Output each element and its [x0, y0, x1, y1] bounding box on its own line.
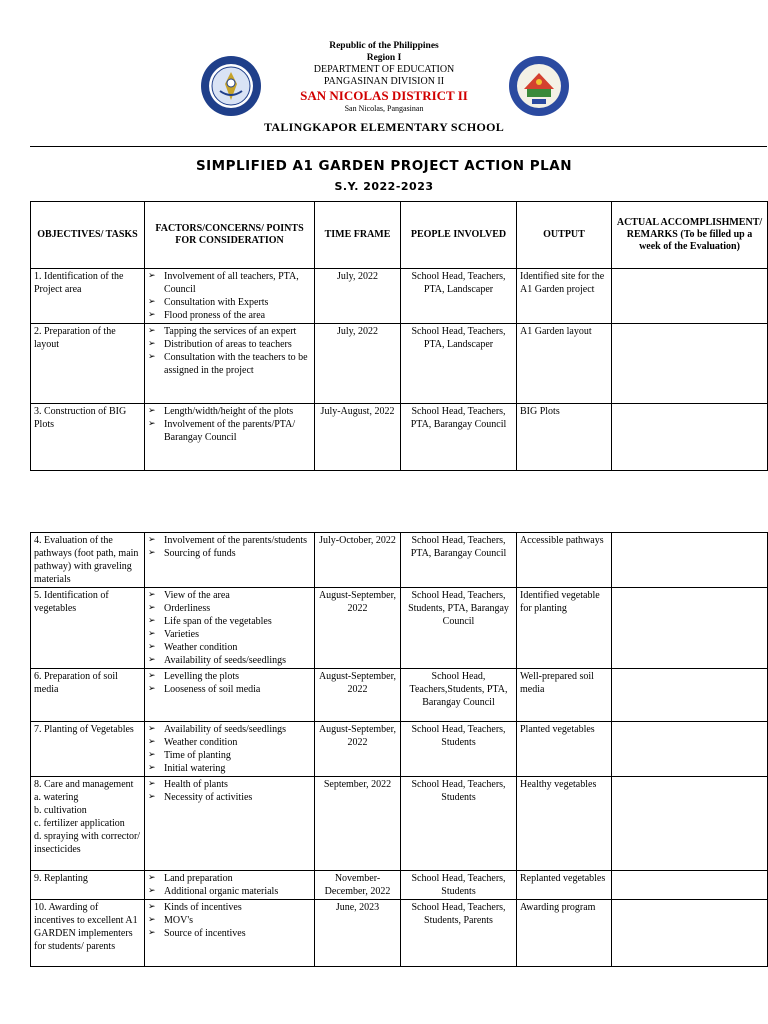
remarks-cell: [612, 533, 768, 588]
factor-item: ➢ Orderliness: [148, 602, 311, 615]
time-frame-cell: July-October, 2022: [315, 533, 401, 588]
factor-item: ➢ Length/width/height of the plots: [148, 405, 311, 418]
remarks-cell: [612, 269, 768, 324]
factor-item: ➢ Health of plants: [148, 778, 311, 791]
factor-item: ➢ Flood proness of the area: [148, 309, 311, 322]
objective-cell: [31, 900, 145, 967]
action-plan-table: [30, 201, 768, 471]
people-involved-cell: School Head, Teachers, PTA, Barangay Council: [401, 404, 517, 471]
factor-item: ➢ Distribution of areas to teachers: [148, 338, 311, 351]
factors-list: [148, 405, 311, 444]
objective-cell: [31, 588, 145, 669]
remarks-cell: [612, 871, 768, 900]
factors-cell: [145, 269, 315, 324]
header-factors: FACTORS/CONCERNS/ POINTS FOR CONSIDERATION: [145, 202, 315, 269]
factors-cell: [145, 777, 315, 871]
factors-cell: [145, 588, 315, 669]
table-row: [31, 777, 768, 871]
output-cell: BIG Plots: [517, 404, 612, 471]
table-row: [31, 722, 768, 777]
address-line: San Nicolas, Pangasinan: [344, 104, 424, 113]
output-cell: Awarding program: [517, 900, 612, 967]
factor-item: ➢ Initial watering: [148, 762, 311, 775]
objective-subtask: a. watering: [34, 792, 79, 803]
division-line: PANGASINAN DIVISION II: [323, 76, 445, 87]
objective-text: 3. Construction of BIG Plots: [34, 406, 127, 430]
department-line: DEPARTMENT OF EDUCATION: [313, 64, 455, 75]
factors-cell: [145, 404, 315, 471]
time-frame-cell: August-September, 2022: [315, 669, 401, 722]
objective-text: 5. Identification of vegetables: [34, 590, 109, 614]
factor-item: ➢ Involvement of the parents/students: [148, 534, 311, 547]
objective-cell: [31, 404, 145, 471]
factors-cell: [145, 669, 315, 722]
factors-list: [148, 723, 311, 775]
factors-cell: [145, 722, 315, 777]
time-frame-cell: July, 2022: [315, 269, 401, 324]
school-year: S.Y. 2022-2023: [334, 180, 434, 193]
factor-item: ➢ Availability of seeds/seedlings: [148, 723, 311, 736]
time-frame-cell: August-September, 2022: [315, 722, 401, 777]
remarks-cell: [612, 777, 768, 871]
factor-item: ➢ Varieties: [148, 628, 311, 641]
objective-text: 4. Evaluation of the pathways (foot path, main pathway) with graveling materials: [34, 535, 139, 585]
people-involved-cell: School Head, Teachers, PTA, Barangay Council: [401, 533, 517, 588]
header-remarks: ACTUAL ACCOMPLISHMENT/ REMARKS (To be filled up a week of the Evaluation): [612, 202, 768, 269]
factors-list: [148, 901, 311, 940]
factors-list: [148, 534, 311, 560]
factors-cell: [145, 324, 315, 404]
people-involved-cell: School Head, Teachers, Students, Parents: [401, 900, 517, 967]
time-frame-cell: August-September, 2022: [315, 588, 401, 669]
factor-item: ➢ Land preparation: [148, 872, 311, 885]
factor-item: ➢ Consultation with the teachers to be assigned in the project: [148, 351, 311, 377]
factor-item: ➢ Weather condition: [148, 736, 311, 749]
factor-item: ➢ Source of incentives: [148, 927, 311, 940]
factors-list: [148, 325, 311, 377]
output-cell: Planted vegetables: [517, 722, 612, 777]
objective-subtask: c. fertilizer application: [34, 818, 125, 829]
objective-text: 1. Identification of the Project area: [34, 271, 124, 295]
table-row: [31, 533, 768, 588]
output-cell: A1 Garden layout: [517, 324, 612, 404]
factor-item: ➢ Life span of the vegetables: [148, 615, 311, 628]
time-frame-cell: September, 2022: [315, 777, 401, 871]
objective-text: 10. Awarding of incentives to excellent A1 GARDEN implementers for students/ parents: [34, 902, 138, 952]
people-involved-cell: School Head, Teachers, Students: [401, 777, 517, 871]
remarks-cell: [612, 404, 768, 471]
factor-item: ➢ Consultation with Experts: [148, 296, 311, 309]
output-cell: Healthy vegetables: [517, 777, 612, 871]
factor-item: ➢ Involvement of the parents/PTA/ Barangay Council: [148, 418, 311, 444]
factors-cell: [145, 900, 315, 967]
objective-text: 6. Preparation of soil media: [34, 671, 118, 695]
objective-cell: [31, 722, 145, 777]
factors-cell: [145, 533, 315, 588]
objective-text: 9. Replanting: [34, 873, 88, 884]
factor-item: ➢ View of the area: [148, 589, 311, 602]
output-cell: Identified site for the A1 Garden project: [517, 269, 612, 324]
people-involved-cell: School Head, Teachers,Students, PTA, Barangay Council: [401, 669, 517, 722]
remarks-cell: [612, 900, 768, 967]
output-cell: Identified vegetable for planting: [517, 588, 612, 669]
header-divider: [30, 146, 767, 147]
time-frame-cell: November-December, 2022: [315, 871, 401, 900]
document-title: SIMPLIFIED A1 GARDEN PROJECT ACTION PLAN: [195, 158, 573, 174]
region-line: Region I: [366, 53, 402, 63]
district-line: SAN NICOLAS DISTRICT II: [300, 88, 468, 103]
letterhead: [0, 40, 768, 114]
factors-cell: [145, 871, 315, 900]
table-row: [31, 669, 768, 722]
output-cell: Replanted vegetables: [517, 871, 612, 900]
factor-item: ➢ Time of planting: [148, 749, 311, 762]
factor-item: ➢ Weather condition: [148, 641, 311, 654]
remarks-cell: [612, 669, 768, 722]
people-involved-cell: School Head, Teachers, PTA, Landscaper: [401, 269, 517, 324]
factor-item: ➢ Involvement of all teachers, PTA, Council: [148, 270, 311, 296]
factor-item: ➢ Levelling the plots: [148, 670, 311, 683]
people-involved-cell: School Head, Teachers, Students: [401, 722, 517, 777]
remarks-cell: [612, 324, 768, 404]
factor-item: ➢ Sourcing of funds: [148, 547, 311, 560]
factors-list: [148, 872, 311, 898]
factor-item: ➢ MOV's: [148, 914, 311, 927]
objective-cell: [31, 533, 145, 588]
people-involved-cell: School Head, Teachers, Students: [401, 871, 517, 900]
objective-cell: [31, 269, 145, 324]
objective-cell: [31, 324, 145, 404]
time-frame-cell: July-August, 2022: [315, 404, 401, 471]
remarks-cell: [612, 722, 768, 777]
objective-subtask: b. cultivation: [34, 805, 87, 816]
objective-text: 7. Planting of Vegetables: [34, 724, 134, 735]
objective-cell: [31, 777, 145, 871]
output-cell: Accessible pathways: [517, 533, 612, 588]
people-involved-cell: School Head, Teachers, Students, PTA, Barangay Council: [401, 588, 517, 669]
objective-text: 2. Preparation of the layout: [34, 326, 116, 350]
time-frame-cell: June, 2023: [315, 900, 401, 967]
objective-cell: [31, 669, 145, 722]
table-row: [31, 269, 768, 324]
republic-line: Republic of the Philippines: [329, 41, 439, 51]
factor-item: ➢ Tapping the services of an expert: [148, 325, 311, 338]
header-output: OUTPUT: [517, 202, 612, 269]
deped-seal-icon: [200, 55, 262, 117]
pangasinan-seal-icon: [508, 55, 570, 117]
header-people-involved: PEOPLE INVOLVED: [401, 202, 517, 269]
table-row: [31, 588, 768, 669]
people-involved-cell: School Head, Teachers, PTA, Landscaper: [401, 324, 517, 404]
objective-cell: [31, 871, 145, 900]
factors-list: [148, 270, 311, 322]
time-frame-cell: July, 2022: [315, 324, 401, 404]
objective-text: 8. Care and management: [34, 779, 134, 790]
objective-subtask: d. spraying with corrector/ insecticides: [34, 831, 141, 855]
table-row: [31, 900, 768, 967]
school-name: TALINGKAPOR ELEMENTARY SCHOOL: [263, 120, 505, 134]
header-objectives: OBJECTIVES/ TASKS: [31, 202, 145, 269]
factor-item: ➢ Kinds of incentives: [148, 901, 311, 914]
factors-list: [148, 670, 311, 696]
remarks-cell: [612, 588, 768, 669]
table-row: [31, 871, 768, 900]
factor-item: ➢ Availability of seeds/seedlings: [148, 654, 311, 667]
factor-item: ➢ Looseness of soil media: [148, 683, 311, 696]
factors-list: [148, 589, 311, 667]
factors-list: [148, 778, 311, 804]
table-row: [31, 324, 768, 404]
header-time-frame: TIME FRAME: [315, 202, 401, 269]
action-plan-table-continued: [30, 532, 768, 967]
table-row: [31, 404, 768, 471]
output-cell: Well-prepared soil media: [517, 669, 612, 722]
factor-item: ➢ Additional organic materials: [148, 885, 311, 898]
factor-item: ➢ Necessity of activities: [148, 791, 311, 804]
